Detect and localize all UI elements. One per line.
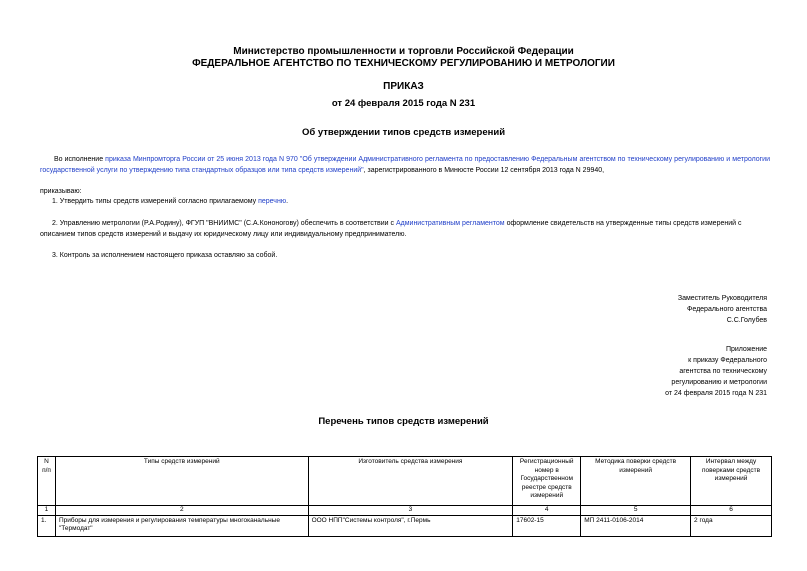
header-manufacturer: Изготовитель средства измерения: [308, 457, 513, 506]
paragraph-item-2: [40, 218, 770, 240]
paragraph-item-3: 3. Контроль за исполнением настоящего приказа оставляю за собой.: [52, 252, 278, 259]
column-number: 6: [691, 506, 772, 516]
item-2-start: 2. Управлению метрологии (Р.А.Родину), ФГУП "ВНИИМС" (С.А.Кононогову) обеспечить в соответствии с: [52, 220, 396, 227]
cell-number: 1.: [38, 515, 56, 536]
list-link[interactable]: перечню: [258, 198, 287, 205]
appendix-line-4: регулированию и метрологии: [671, 379, 767, 386]
document-title: Об утверждении типов средств измерений: [301, 127, 506, 138]
admin-regulation-link[interactable]: Административным регламентом: [395, 220, 505, 227]
appendix-line-2: к приказу Федерального: [688, 357, 767, 364]
column-number: 2: [55, 506, 308, 516]
cell-method: МП 2411-0106-2014: [581, 515, 691, 536]
column-number: 4: [513, 506, 581, 516]
header-number: N п/п: [38, 457, 56, 506]
table-header-row: [38, 457, 772, 506]
paragraph-order: приказываю:: [40, 188, 82, 195]
signature-position: Заместитель Руководителя: [677, 295, 767, 302]
order-970-link[interactable]: приказа Минпромторга России от 25 июня 2013 года N 970 "Об утверждении Административного регламента по предоставлению Федеральным агентством по техническому регулированию и метрологии государственной услуги по утверждению типа стандартных образцов или типа средств измерений": [40, 156, 771, 174]
document-type: ПРИКАЗ: [383, 81, 424, 92]
cell-interval: 2 года: [691, 515, 772, 536]
signature-agency: Федерального агентства: [687, 306, 767, 313]
signature-name: С.С.Голубев: [726, 317, 767, 324]
appendix-label: Приложение: [725, 346, 767, 353]
cell-manufacturer: ООО НПП"Системы контроля", г.Пермь: [308, 515, 513, 536]
header-method: Методика поверки средств измерений: [581, 457, 691, 506]
item-1-end: .: [286, 198, 289, 205]
measurement-types-table: [37, 456, 772, 537]
cell-registration: 17602-15: [513, 515, 581, 536]
paragraph-preamble: [40, 154, 770, 176]
appendix-line-3: агентства по техническому: [679, 368, 767, 375]
header-interval: Интервал между поверками средств измерений: [691, 457, 772, 506]
cell-type: Приборы для измерения и регулирования температуры многоканальные "Термодат": [55, 515, 308, 536]
preamble-start: Во исполнение: [54, 156, 106, 163]
appendix-block: [665, 344, 767, 399]
preamble-end: , зарегистрированного в Минюсте России 12 сентября 2013 года N 29940,: [363, 167, 605, 174]
table-row: [38, 515, 772, 536]
table-column-numbers: [38, 506, 772, 516]
signature-block: [678, 293, 767, 326]
column-number: 5: [581, 506, 691, 516]
document-date: от 24 февраля 2015 года N 231: [331, 98, 476, 109]
paragraph-item-1: [52, 196, 288, 207]
header-registration: Регистрационный номер в Государственном реестре средств измерений: [513, 457, 581, 506]
ministry-name: Министерство промышленности и торговли Российской Федерации: [233, 46, 574, 57]
appendix-title: Перечень типов средств измерений: [318, 416, 489, 427]
agency-name: ФЕДЕРАЛЬНОЕ АГЕНТСТВО ПО ТЕХНИЧЕСКОМУ РЕГУЛИРОВАНИЮ И МЕТРОЛОГИИ: [192, 58, 615, 69]
appendix-date: от 24 февраля 2015 года N 231: [665, 390, 767, 397]
item-1-start: 1. Утвердить типы средств измерений согласно прилагаемому: [52, 198, 259, 205]
header-types: Типы средств измерений: [55, 457, 308, 506]
column-number: 1: [38, 506, 56, 516]
column-number: 3: [308, 506, 513, 516]
item-2-end: оформление свидетельств на утвержденные типы средств измерений с описанием типов средств измерений и выдачу их юридическому лицу или индивидуальному предпринимателю.: [40, 220, 742, 238]
